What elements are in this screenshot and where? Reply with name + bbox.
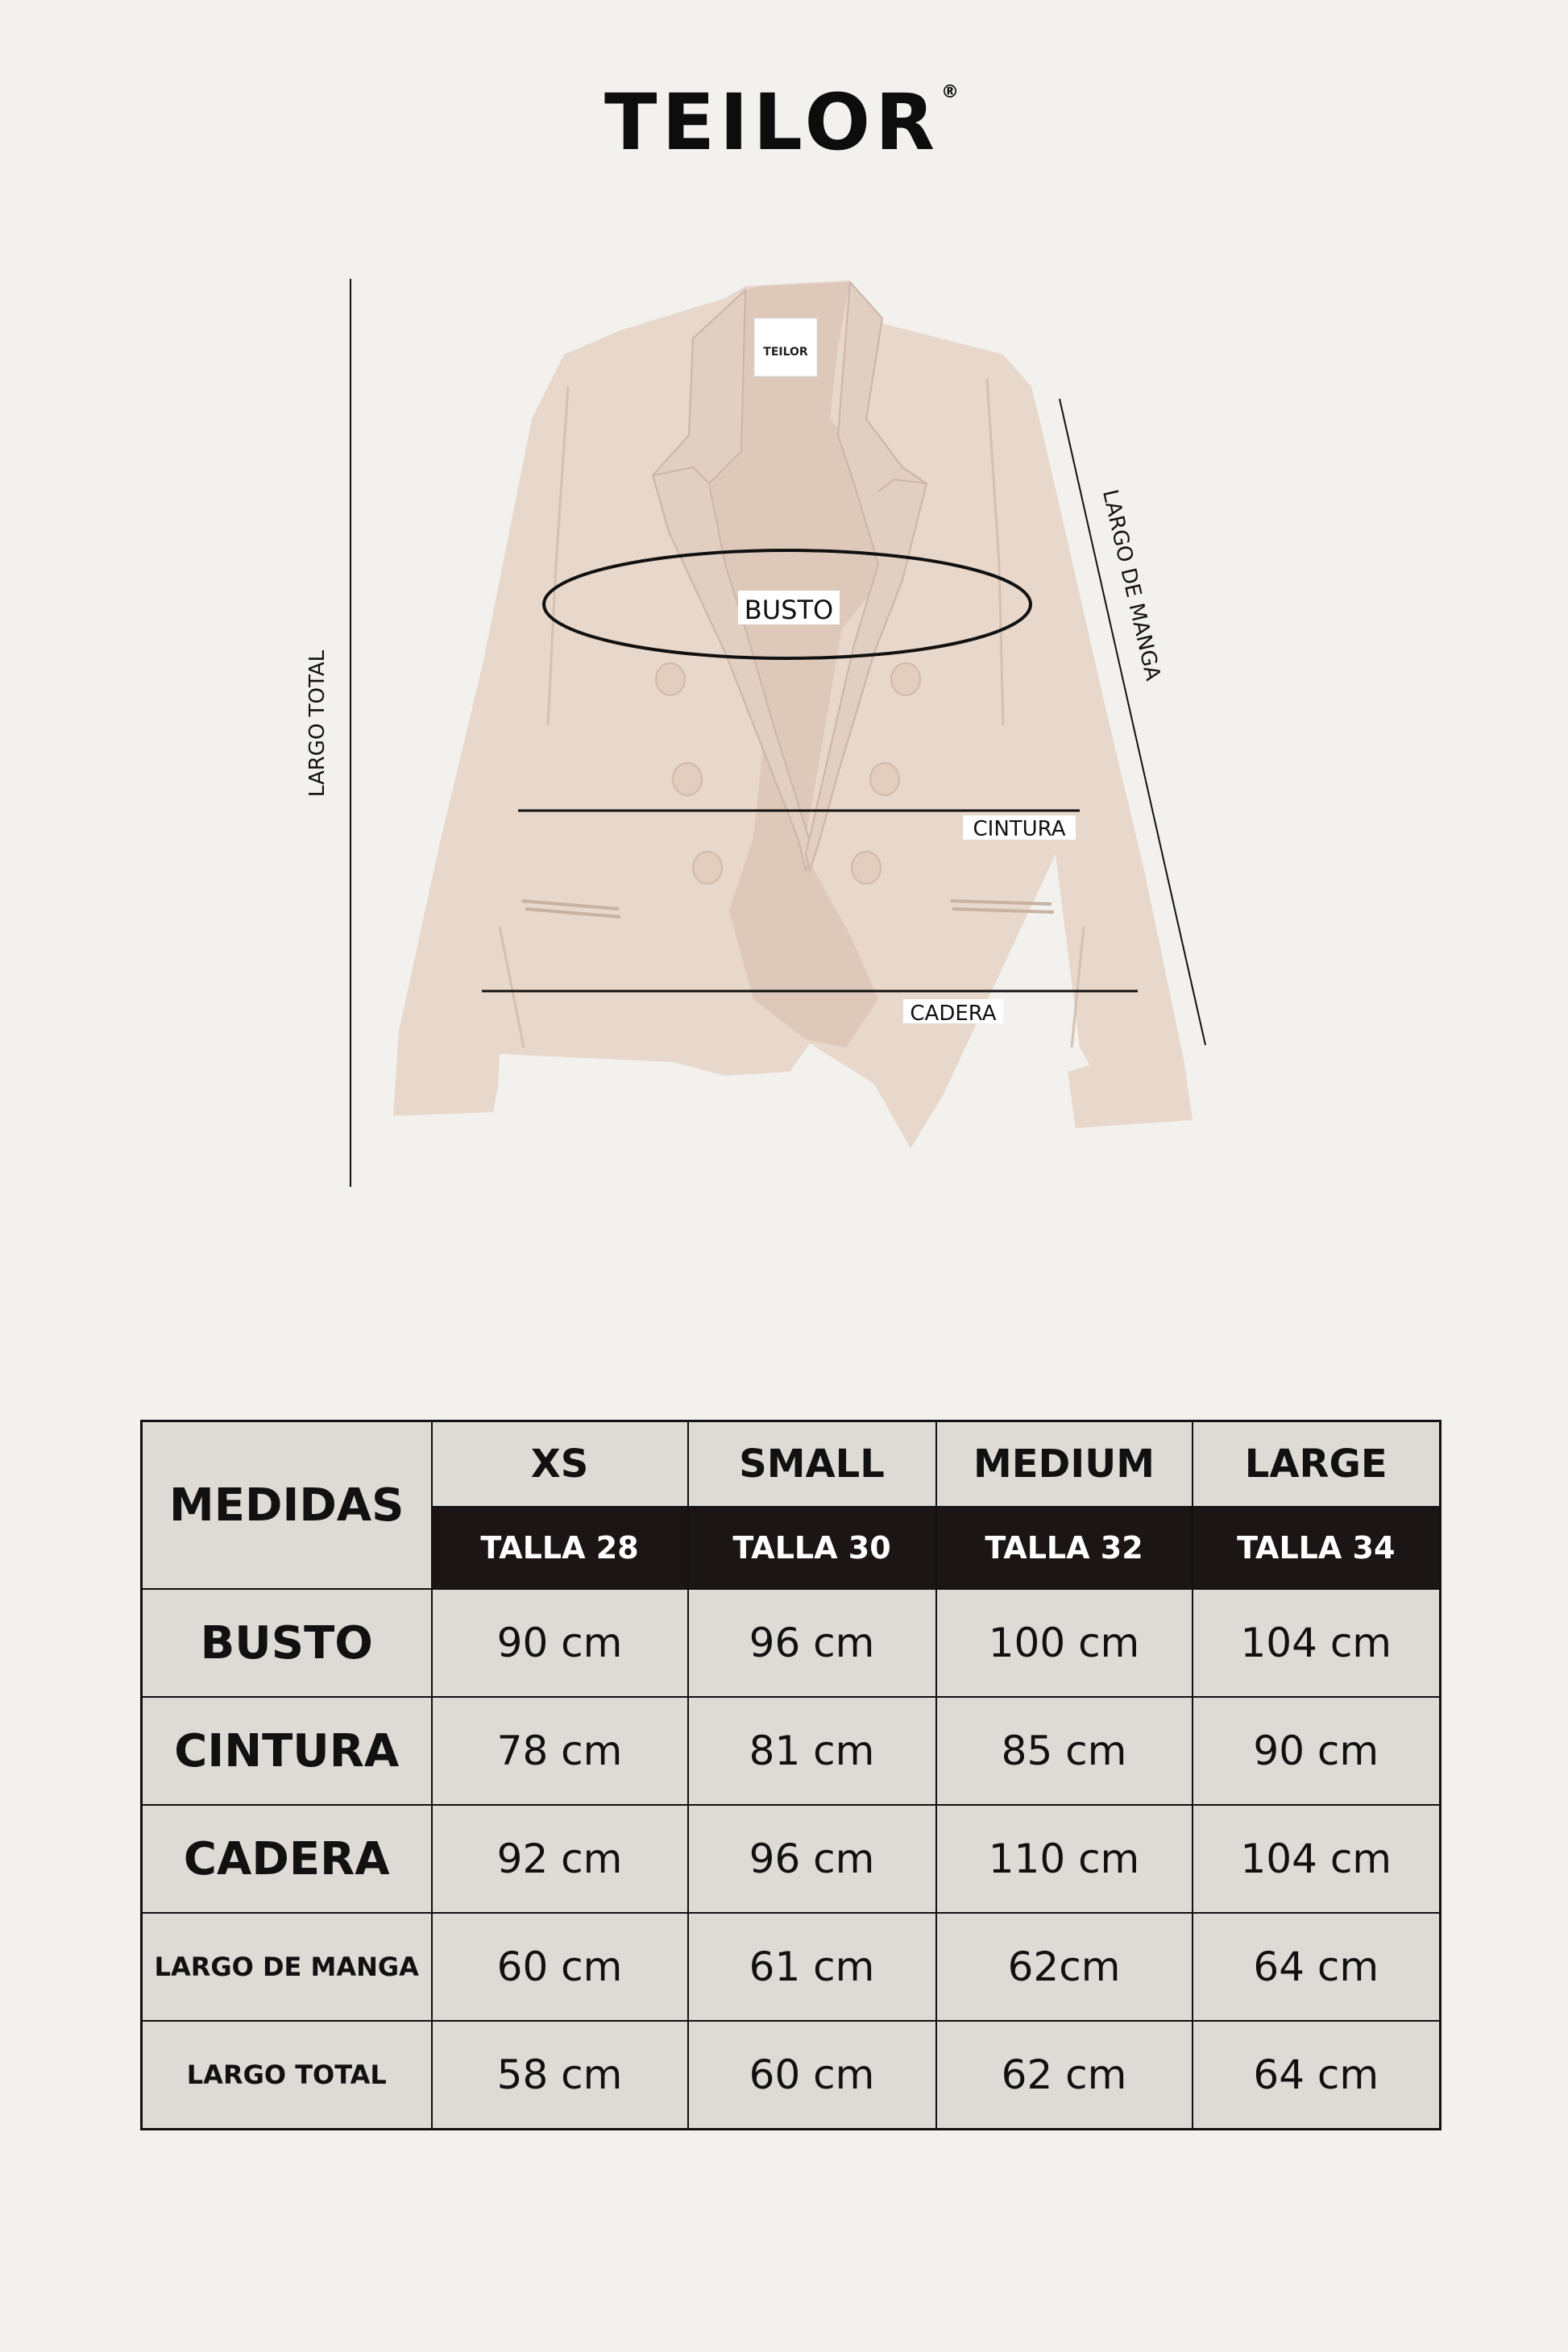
largo-total-small-value: 60 cm xyxy=(688,2021,936,2130)
cintura-row xyxy=(142,1697,1441,1805)
busto-medium-value: 100 cm xyxy=(936,1589,1193,1697)
brand-logo xyxy=(0,77,1568,168)
size-large-header: LARGE xyxy=(1193,1421,1441,1508)
largo-total-row xyxy=(142,2021,1441,2130)
largo-de-manga-small-value: 61 cm xyxy=(688,1913,936,2021)
busto-xs-value: 90 cm xyxy=(432,1589,688,1697)
button xyxy=(870,763,899,795)
size-medium-header: MEDIUM xyxy=(936,1421,1193,1508)
largo-total-label: LARGO TOTAL xyxy=(305,649,330,798)
largo-de-manga-medium-value: 62cm xyxy=(936,1913,1193,2021)
cintura-large-value: 90 cm xyxy=(1193,1697,1441,1805)
cadera-small-value: 96 cm xyxy=(688,1805,936,1913)
cadera-medium-value: 110 cm xyxy=(936,1805,1193,1913)
cintura-medium-value: 85 cm xyxy=(936,1697,1193,1805)
size-small-header: SMALL xyxy=(688,1421,936,1508)
busto-label: BUSTO xyxy=(744,595,834,625)
talla-28-header: TALLA 28 xyxy=(432,1507,688,1589)
talla-34-header: TALLA 34 xyxy=(1193,1507,1441,1589)
largo-total-medium-value: 62 cm xyxy=(936,2021,1193,2130)
talla-32-header: TALLA 32 xyxy=(936,1507,1193,1589)
cadera-label: CADERA xyxy=(910,1002,997,1026)
button xyxy=(673,763,702,795)
cadera-large-value: 104 cm xyxy=(1193,1805,1441,1913)
largo-de-manga-xs-value: 60 cm xyxy=(432,1913,688,2021)
medidas-header: MEDIDAS xyxy=(142,1421,432,1590)
busto-large-value: 104 cm xyxy=(1193,1589,1441,1697)
talla-30-header: TALLA 30 xyxy=(688,1507,936,1589)
cadera-row xyxy=(142,1805,1441,1913)
registered-mark: ® xyxy=(941,82,964,102)
row-label-cadera: CADERA xyxy=(142,1805,432,1913)
cintura-label: CINTURA xyxy=(973,817,1066,841)
cadera-xs-value: 92 cm xyxy=(432,1805,688,1913)
size-xs-header: XS xyxy=(432,1421,688,1508)
jacket-illustration xyxy=(393,280,1193,1148)
row-label-busto: BUSTO xyxy=(142,1589,432,1697)
button xyxy=(656,663,685,695)
button xyxy=(693,852,722,884)
busto-row xyxy=(142,1589,1441,1697)
largo-total-large-value: 64 cm xyxy=(1193,2021,1441,2130)
button xyxy=(891,663,920,695)
brand-logo-text: TEILOR xyxy=(604,77,940,168)
size-chart-table xyxy=(140,1420,1441,2130)
cintura-xs-value: 78 cm xyxy=(432,1697,688,1805)
largo-total-xs-value: 58 cm xyxy=(432,2021,688,2130)
row-label-cintura: CINTURA xyxy=(142,1697,432,1805)
button xyxy=(852,852,881,884)
busto-small-value: 96 cm xyxy=(688,1589,936,1697)
row-label-largo-de-manga: LARGO DE MANGA xyxy=(142,1913,432,2021)
row-label-largo-total: LARGO TOTAL xyxy=(142,2021,432,2130)
size-header-row xyxy=(142,1421,1441,1508)
jacket-measurement-diagram xyxy=(0,242,1568,1209)
cintura-small-value: 81 cm xyxy=(688,1697,936,1805)
largo-de-manga-row xyxy=(142,1913,1441,2021)
largo-de-manga-large-value: 64 cm xyxy=(1193,1913,1441,2021)
neck-tag-text: TEILOR xyxy=(763,346,808,359)
largo-de-manga-label: LARGO DE MANGA xyxy=(1097,487,1165,683)
